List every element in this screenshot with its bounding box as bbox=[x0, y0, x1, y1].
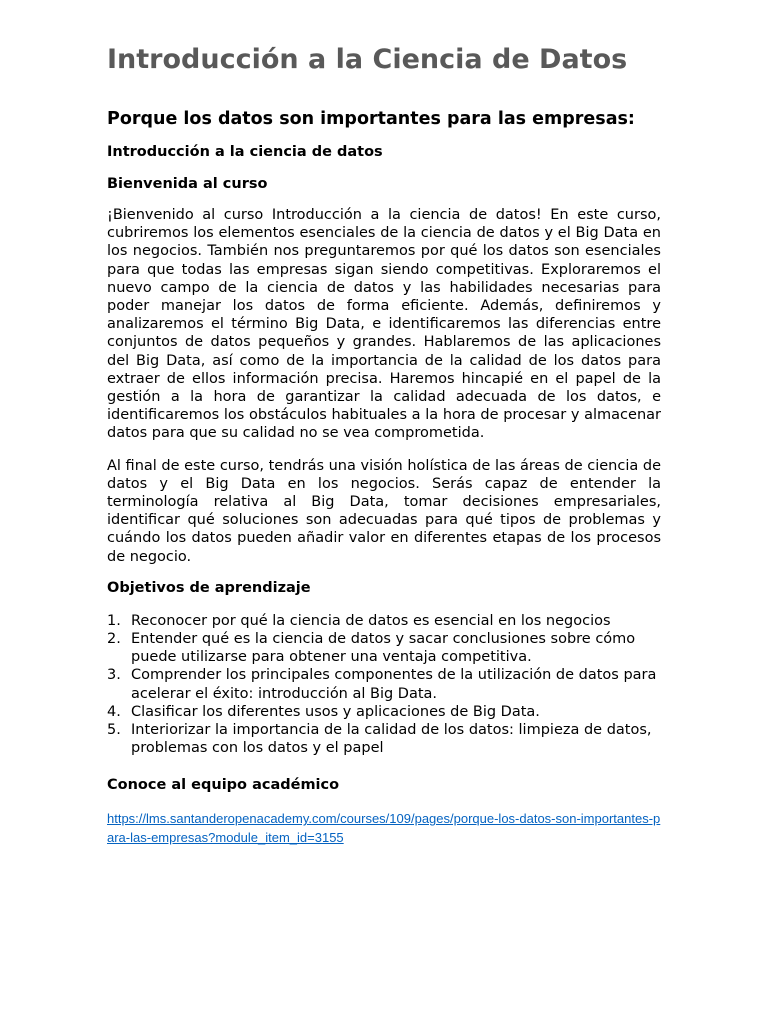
objective-number: 4. bbox=[107, 703, 121, 720]
objective-text: Clasificar los diferentes usos y aplicaciones de Big Data. bbox=[131, 703, 540, 720]
objective-number: 5. bbox=[107, 722, 121, 739]
document-title: Introducción a la Ciencia de Datos bbox=[107, 44, 628, 75]
objectives-list bbox=[107, 612, 661, 758]
document-page bbox=[107, 40, 661, 847]
objective-item bbox=[107, 721, 661, 757]
document-subtitle: Porque los datos son importantes para las empresas: bbox=[107, 109, 635, 129]
welcome-paragraph: ¡Bienvenido al curso Introducción a la ciencia de datos! En este curso, cubriremos los elementos esenciales de la ciencia de datos y el Big Data en los negocios. También nos preguntaremos por qué los datos son esenciales para que todas las empresas sigan siendo competitivas. Exploraremos el nuevo campo de la ciencia de datos y las habilidades necesarias para poder manejar los datos de forma eficiente. Además, definiremos y analizaremos el término Big Data, e identificaremos las diferencias entre conjuntos de datos pequeños y grandes. Hablaremos de las aplicaciones del Big Data, así como de la importancia de la calidad de los datos para extraer de ellos información precisa. Haremos hincapié en el papel de la gestión a la hora de garantizar la calidad adecuada de los datos, e identificaremos los obstáculos habituales a la hora de procesar y almacenar datos para que su calidad no se vea comprometida. bbox=[107, 207, 661, 442]
team-heading: Conoce al equipo académico bbox=[107, 777, 340, 794]
objective-item bbox=[107, 666, 661, 702]
course-page-link[interactable]: https://lms.santanderopenacademy.com/courses/109/pages/porque-los-datos-son-importantes-para-las-empresas?module_item_id=3155 bbox=[107, 811, 661, 846]
section-intro-heading: Introducción a la ciencia de datos bbox=[107, 144, 383, 160]
objective-item bbox=[107, 630, 661, 666]
objective-item bbox=[107, 612, 661, 630]
objective-text: Entender qué es la ciencia de datos y sacar conclusiones sobre cómo puede utilizarse para obtener una ventaja competitiva. bbox=[131, 631, 636, 666]
objective-number: 2. bbox=[107, 631, 121, 648]
objective-text: Comprender los principales componentes de la utilización de datos para acelerar el éxito: introducción al Big Data. bbox=[131, 667, 657, 702]
section-welcome-heading: Bienvenida al curso bbox=[107, 176, 268, 192]
objective-item bbox=[107, 703, 661, 721]
objective-text: Reconocer por qué la ciencia de datos es esencial en los negocios bbox=[131, 612, 611, 629]
outcome-paragraph: Al final de este curso, tendrás una visión holística de las áreas de ciencia de datos y el Big Data en los negocios. Serás capaz de entender la terminología relativa al Big Data, tomar decisiones empresariales, identificar qué soluciones son adecuadas para qué tipos de problemas y cuándo los datos pueden añadir valor en diferentes etapas de los procesos de negocio. bbox=[107, 457, 661, 565]
objectives-heading: Objetivos de aprendizaje bbox=[107, 579, 311, 596]
objective-number: 1. bbox=[107, 612, 121, 629]
objective-number: 3. bbox=[107, 667, 121, 684]
objective-text: Interiorizar la importancia de la calidad de los datos: limpieza de datos, problemas con los datos y el papel bbox=[131, 722, 652, 757]
